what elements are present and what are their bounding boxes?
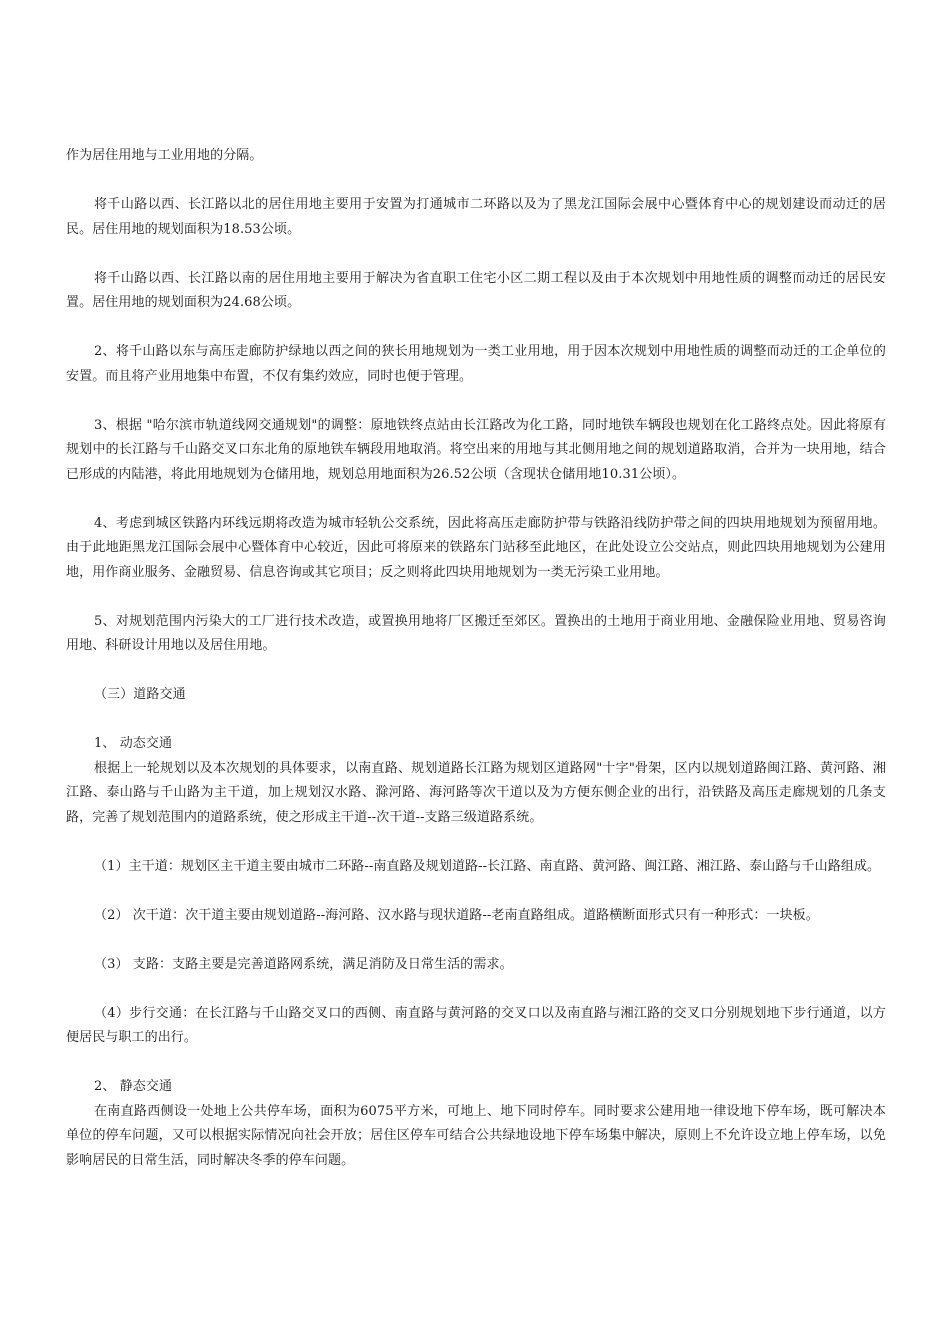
paragraph-secondary-roads: （2） 次干道：次干道主要由规划道路--海河路、汉水路与现状道路--老南直路组成。道路横断面形式只有一种形式：一块板。: [94, 907, 819, 923]
paragraph-residential-south: 将千山路以西、长江路以南的居住用地主要用于解决为省直职工住宅小区二期工程以及由于本次规划中用地性质的调整而动迁的居民安置。居住用地的规划面积为24.68公顷。: [66, 270, 886, 310]
paragraph-item-2-industrial: 2、将千山路以东与高压走廊防护绿地以西之间的狭长用地规划为一类工业用地，用于因本次规划中用地性质的调整而动迁的工企单位的安置。而且将产业用地集中布置，不仅有集约效应，同时也便于管理。: [66, 344, 886, 384]
paragraph-road-network: 根据上一轮规划以及本次规划的具体要求，以南直路、规划道路长江路为规划区道路网"十字"骨架，区内以规划道路闽江路、黄河路、湘江路、泰山路与千山路为主干道，加上规划汉水路、滁河路、海河路等次干道以及为方便东侧企业的出行，沿铁路及高压走廊规划的几条支路，完善了规划范围内的道路系统，使之形成主干道--次干道--支路三级道路系统。: [66, 760, 886, 825]
paragraph-item-5-factories: 5、对规划范围内污染大的工厂进行技术改造，或置换用地将厂区搬迁至郊区。置换出的土地用于商业用地、金融保险业用地、贸易咨询用地、科研设计用地以及居住用地。: [66, 613, 886, 653]
document-body: [66, 144, 886, 1173]
paragraph-residential-industrial-separation: 作为居住用地与工业用地的分隔。: [66, 148, 263, 163]
paragraph-branch-roads: （3） 支路：支路主要是完善道路网系统，满足消防及日常生活的需求。: [94, 956, 513, 972]
paragraph-pedestrian-traffic: （4）步行交通：在长江路与千山路交叉口的西侧、南直路与黄河路的交叉口以及南直路与湘江路的交叉口分别规划地下步行通道，以方便居民与职工的出行。: [66, 1005, 886, 1045]
section-heading-road-traffic: （三）道路交通: [94, 687, 186, 702]
paragraph-main-roads: （1）主干道：规划区主干道主要由城市二环路--南直路及规划道路--长江路、南直路、黄河路、闽江路、湘江路、泰山路与千山路组成。: [94, 858, 881, 874]
paragraph-parking: 在南直路西侧设一处地上公共停车场，面积为6075平方米，可地上、地下同时停车。同时要求公建用地一律设地下停车场，既可解决本单位的停车问题，又可以根据实际情况向社会开放；居住区停车可结合公共绿地设地下停车场集中解决，原则上不允许设立地上停车场，以免影响居民的日常生活，同时解决冬季的停车问题。: [66, 1103, 886, 1168]
paragraph-residential-north: 将千山路以西、长江路以北的居住用地主要用于安置为打通城市二环路以及为了黑龙江国际会展中心暨体育中心的规划建设而动迁的居民。居住用地的规划面积为18.53公顷。: [66, 197, 886, 237]
paragraph-item-3-metro: 3、根据 "哈尔滨市轨道线网交通规划"的调整：原地铁终点站由长江路改为化工路，同时地铁车辆段也规划在化工路终点处。因此将原有规划中的长江路与千山路交叉口东北角的原地铁车辆段用地取消。将空出来的用地与其北侧用地之间的规划道路取消，合并为一块用地，结合已形成的内陆港，将此用地规划为仓储用地，规划总用地面积为26.52公顷（含现状仓储用地10.31公顷）。: [66, 417, 886, 482]
paragraph-item-4-reserved-land: 4、考虑到城区铁路内环线远期将改造为城市轻轨公交系统，因此将高压走廊防护带与铁路沿线防护带之间的四块用地规划为预留用地。由于此地距黑龙江国际会展中心暨体育中心较近，因此可将原来的铁路东门站移至此地区，在此处设立公交站点，则此四块用地规划为公建用地，用作商业服务、金融贸易、信息咨询或其它项目；反之则将此四块用地规划为一类无污染工业用地。: [66, 515, 886, 580]
subheading-static-traffic: 2、 静态交通: [94, 1079, 173, 1094]
subheading-dynamic-traffic: 1、 动态交通: [94, 736, 173, 751]
